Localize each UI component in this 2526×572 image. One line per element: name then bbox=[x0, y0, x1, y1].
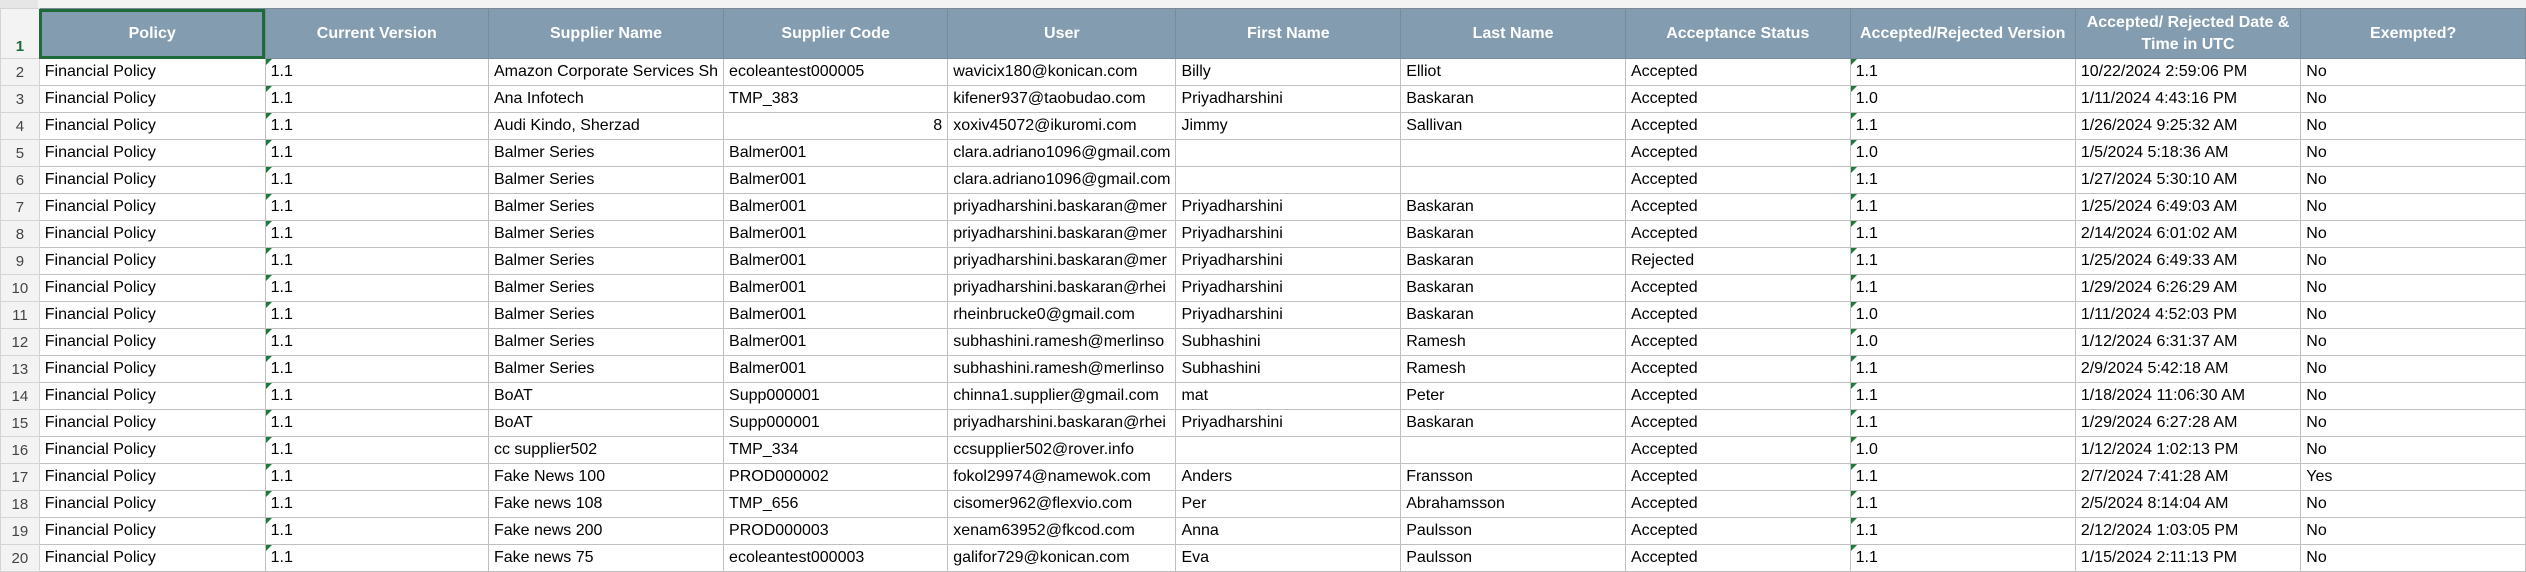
cell-last-name[interactable]: Sallivan bbox=[1401, 113, 1626, 140]
cell-supplier-name[interactable]: Balmer Series bbox=[488, 140, 723, 167]
cell-supplier-code[interactable]: TMP_334 bbox=[724, 437, 948, 464]
cell-accepted-version[interactable]: 1.0 bbox=[1850, 302, 2075, 329]
cell-last-name[interactable] bbox=[1401, 437, 1626, 464]
column-header-supplier-code[interactable]: Supplier Code bbox=[724, 9, 948, 59]
cell-supplier-code[interactable]: TMP_383 bbox=[724, 86, 948, 113]
cell-user[interactable]: clara.adriano1096@gmail.com bbox=[948, 167, 1176, 194]
cell-supplier-name[interactable]: Balmer Series bbox=[488, 302, 723, 329]
cell-first-name[interactable]: Subhashini bbox=[1176, 329, 1401, 356]
cell-supplier-code[interactable]: Balmer001 bbox=[724, 248, 948, 275]
cell-first-name[interactable]: mat bbox=[1176, 383, 1401, 410]
cell-policy[interactable]: Financial Policy bbox=[39, 113, 265, 140]
row-number[interactable]: 13 bbox=[1, 356, 40, 383]
cell-current-version[interactable]: 1.1 bbox=[265, 302, 488, 329]
cell-supplier-name[interactable]: cc supplier502 bbox=[488, 437, 723, 464]
cell-accepted-version[interactable]: 1.1 bbox=[1850, 167, 2075, 194]
cell-current-version[interactable]: 1.1 bbox=[265, 437, 488, 464]
cell-supplier-name[interactable]: Balmer Series bbox=[488, 167, 723, 194]
cell-current-version[interactable]: 1.1 bbox=[265, 167, 488, 194]
cell-exempted[interactable]: No bbox=[2301, 86, 2526, 113]
cell-exempted[interactable]: No bbox=[2301, 221, 2526, 248]
cell-supplier-code[interactable]: Balmer001 bbox=[724, 140, 948, 167]
cell-user[interactable]: xoxiv45072@ikuromi.com bbox=[948, 113, 1176, 140]
cell-user[interactable]: priyadharshini.baskaran@rhei bbox=[948, 275, 1176, 302]
cell-supplier-code[interactable]: Balmer001 bbox=[724, 194, 948, 221]
cell-last-name[interactable]: Paulsson bbox=[1401, 518, 1626, 545]
cell-accepted-date[interactable]: 1/25/2024 6:49:33 AM bbox=[2075, 248, 2300, 275]
cell-last-name[interactable]: Ramesh bbox=[1401, 356, 1626, 383]
cell-policy[interactable]: Financial Policy bbox=[39, 464, 265, 491]
header-row bbox=[1, 9, 2526, 59]
cell-supplier-code[interactable]: Balmer001 bbox=[724, 302, 948, 329]
cell-supplier-code[interactable]: Supp000001 bbox=[724, 410, 948, 437]
cell-accepted-date[interactable]: 2/12/2024 1:03:05 PM bbox=[2075, 518, 2300, 545]
cell-policy[interactable]: Financial Policy bbox=[39, 221, 265, 248]
table-row bbox=[1, 383, 2526, 410]
cell-supplier-code[interactable]: 8 bbox=[724, 113, 948, 140]
column-header-first-name[interactable]: First Name bbox=[1176, 9, 1401, 59]
cell-last-name[interactable]: Baskaran bbox=[1401, 221, 1626, 248]
cell-last-name[interactable]: Ramesh bbox=[1401, 329, 1626, 356]
column-header-current-version[interactable]: Current Version bbox=[265, 9, 488, 59]
cell-accepted-date[interactable]: 2/14/2024 6:01:02 AM bbox=[2075, 221, 2300, 248]
cell-accepted-date[interactable]: 2/7/2024 7:41:28 AM bbox=[2075, 464, 2300, 491]
cell-exempted[interactable]: No bbox=[2301, 140, 2526, 167]
cell-user[interactable]: priyadharshini.baskaran@rhei bbox=[948, 410, 1176, 437]
row-number[interactable]: 4 bbox=[1, 113, 40, 140]
cell-current-version[interactable]: 1.1 bbox=[265, 545, 488, 572]
table-row bbox=[1, 167, 2526, 194]
cell-supplier-name[interactable]: Fake News 100 bbox=[488, 464, 723, 491]
table-row bbox=[1, 194, 2526, 221]
cell-last-name[interactable]: Elliot bbox=[1401, 59, 1626, 86]
select-all-corner[interactable] bbox=[0, 0, 38, 8]
cell-first-name[interactable] bbox=[1176, 437, 1401, 464]
cell-accepted-version[interactable]: 1.1 bbox=[1850, 518, 2075, 545]
cell-acceptance-status[interactable]: Accepted bbox=[1625, 113, 1850, 140]
cell-current-version[interactable]: 1.1 bbox=[265, 410, 488, 437]
cell-acceptance-status[interactable]: Accepted bbox=[1625, 464, 1850, 491]
cell-first-name[interactable]: Priyadharshini bbox=[1176, 194, 1401, 221]
cell-first-name[interactable]: Billy bbox=[1176, 59, 1401, 86]
cell-accepted-date[interactable]: 1/15/2024 2:11:13 PM bbox=[2075, 545, 2300, 572]
cell-current-version[interactable]: 1.1 bbox=[265, 464, 488, 491]
cell-accepted-date[interactable]: 1/26/2024 9:25:32 AM bbox=[2075, 113, 2300, 140]
cell-exempted[interactable]: No bbox=[2301, 59, 2526, 86]
cell-user[interactable]: wavicix180@konican.com bbox=[948, 59, 1176, 86]
cell-first-name[interactable]: Priyadharshini bbox=[1176, 86, 1401, 113]
cell-acceptance-status[interactable]: Accepted bbox=[1625, 302, 1850, 329]
cell-first-name[interactable] bbox=[1176, 140, 1401, 167]
cell-acceptance-status[interactable]: Accepted bbox=[1625, 140, 1850, 167]
cell-exempted[interactable]: No bbox=[2301, 302, 2526, 329]
cell-current-version[interactable]: 1.1 bbox=[265, 248, 488, 275]
cell-first-name[interactable]: Priyadharshini bbox=[1176, 221, 1401, 248]
cell-first-name[interactable]: Eva bbox=[1176, 545, 1401, 572]
cell-current-version[interactable]: 1.1 bbox=[265, 113, 488, 140]
cell-acceptance-status[interactable]: Accepted bbox=[1625, 329, 1850, 356]
cell-last-name[interactable]: Paulsson bbox=[1401, 545, 1626, 572]
row-number[interactable]: 5 bbox=[1, 140, 40, 167]
row-number[interactable]: 10 bbox=[1, 275, 40, 302]
cell-supplier-name[interactable]: Fake news 200 bbox=[488, 518, 723, 545]
cell-exempted[interactable]: No bbox=[2301, 356, 2526, 383]
cell-first-name[interactable]: Priyadharshini bbox=[1176, 248, 1401, 275]
cell-user[interactable]: priyadharshini.baskaran@mer bbox=[948, 194, 1176, 221]
cell-supplier-code[interactable]: PROD000003 bbox=[724, 518, 948, 545]
row-number[interactable]: 7 bbox=[1, 194, 40, 221]
cell-last-name[interactable]: Baskaran bbox=[1401, 275, 1626, 302]
row-number[interactable]: 19 bbox=[1, 518, 40, 545]
cell-acceptance-status[interactable]: Accepted bbox=[1625, 194, 1850, 221]
cell-accepted-version[interactable]: 1.1 bbox=[1850, 356, 2075, 383]
cell-exempted[interactable]: No bbox=[2301, 248, 2526, 275]
row-number[interactable]: 3 bbox=[1, 86, 40, 113]
row-number[interactable]: 8 bbox=[1, 221, 40, 248]
cell-policy[interactable]: Financial Policy bbox=[39, 140, 265, 167]
table-row bbox=[1, 59, 2526, 86]
column-header-acceptance-status[interactable]: Acceptance Status bbox=[1625, 9, 1850, 59]
cell-acceptance-status[interactable]: Accepted bbox=[1625, 167, 1850, 194]
data-grid bbox=[0, 8, 2526, 572]
cell-first-name[interactable] bbox=[1176, 167, 1401, 194]
cell-acceptance-status[interactable]: Accepted bbox=[1625, 410, 1850, 437]
cell-acceptance-status[interactable]: Accepted bbox=[1625, 491, 1850, 518]
cell-user[interactable]: galifor729@konican.com bbox=[948, 545, 1176, 572]
cell-policy[interactable]: Financial Policy bbox=[39, 59, 265, 86]
cell-accepted-version[interactable]: 1.1 bbox=[1850, 491, 2075, 518]
column-header-supplier-name[interactable]: Supplier Name bbox=[488, 9, 723, 59]
cell-first-name[interactable]: Priyadharshini bbox=[1176, 275, 1401, 302]
row-number[interactable]: 16 bbox=[1, 437, 40, 464]
cell-exempted[interactable]: No bbox=[2301, 167, 2526, 194]
table-row bbox=[1, 302, 2526, 329]
cell-policy[interactable]: Financial Policy bbox=[39, 356, 265, 383]
cell-current-version[interactable]: 1.1 bbox=[265, 86, 488, 113]
cell-policy[interactable]: Financial Policy bbox=[39, 167, 265, 194]
cell-accepted-date[interactable]: 1/27/2024 5:30:10 AM bbox=[2075, 167, 2300, 194]
table-row bbox=[1, 248, 2526, 275]
cell-last-name[interactable]: Baskaran bbox=[1401, 410, 1626, 437]
cell-accepted-date[interactable]: 1/12/2024 6:31:37 AM bbox=[2075, 329, 2300, 356]
cell-current-version[interactable]: 1.1 bbox=[265, 194, 488, 221]
column-header-accepted-rejected-date[interactable]: Accepted/ Rejected Date & Time in UTC bbox=[2075, 9, 2300, 59]
column-header-exempted[interactable]: Exempted? bbox=[2301, 9, 2526, 59]
cell-current-version[interactable]: 1.1 bbox=[265, 140, 488, 167]
cell-accepted-version[interactable]: 1.0 bbox=[1850, 329, 2075, 356]
cell-supplier-code[interactable]: Balmer001 bbox=[724, 275, 948, 302]
cell-acceptance-status[interactable]: Accepted bbox=[1625, 518, 1850, 545]
cell-policy[interactable]: Financial Policy bbox=[39, 329, 265, 356]
cell-supplier-code[interactable]: Balmer001 bbox=[724, 167, 948, 194]
cell-supplier-name[interactable]: Fake news 75 bbox=[488, 545, 723, 572]
row-number[interactable]: 17 bbox=[1, 464, 40, 491]
cell-acceptance-status[interactable]: Accepted bbox=[1625, 383, 1850, 410]
cell-last-name[interactable]: Abrahamsson bbox=[1401, 491, 1626, 518]
cell-first-name[interactable]: Jimmy bbox=[1176, 113, 1401, 140]
cell-user[interactable]: subhashini.ramesh@merlinso bbox=[948, 329, 1176, 356]
cell-supplier-code[interactable]: ecoleantest000005 bbox=[724, 59, 948, 86]
cell-current-version[interactable]: 1.1 bbox=[265, 356, 488, 383]
cell-user[interactable]: fokol29974@namewok.com bbox=[948, 464, 1176, 491]
cell-first-name[interactable]: Priyadharshini bbox=[1176, 410, 1401, 437]
cell-supplier-code[interactable]: Supp000001 bbox=[724, 383, 948, 410]
cell-supplier-name[interactable]: BoAT bbox=[488, 410, 723, 437]
cell-policy[interactable]: Financial Policy bbox=[39, 302, 265, 329]
column-header-accepted-rejected-version[interactable]: Accepted/Rejected Version bbox=[1850, 9, 2075, 59]
cell-accepted-version[interactable]: 1.0 bbox=[1850, 86, 2075, 113]
cell-exempted[interactable]: No bbox=[2301, 194, 2526, 221]
cell-accepted-date[interactable]: 1/5/2024 5:18:36 AM bbox=[2075, 140, 2300, 167]
table-row bbox=[1, 410, 2526, 437]
cell-accepted-version[interactable]: 1.1 bbox=[1850, 113, 2075, 140]
cell-supplier-name[interactable]: Fake news 108 bbox=[488, 491, 723, 518]
cell-last-name[interactable]: Baskaran bbox=[1401, 302, 1626, 329]
table-row bbox=[1, 545, 2526, 572]
cell-policy[interactable]: Financial Policy bbox=[39, 86, 265, 113]
cell-accepted-version[interactable]: 1.1 bbox=[1850, 59, 2075, 86]
cell-current-version[interactable]: 1.1 bbox=[265, 329, 488, 356]
cell-last-name[interactable] bbox=[1401, 167, 1626, 194]
cell-first-name[interactable]: Priyadharshini bbox=[1176, 302, 1401, 329]
cell-accepted-version[interactable]: 1.1 bbox=[1850, 275, 2075, 302]
table-row bbox=[1, 464, 2526, 491]
row-number[interactable]: 11 bbox=[1, 302, 40, 329]
table-row bbox=[1, 329, 2526, 356]
cell-policy[interactable]: Financial Policy bbox=[39, 545, 265, 572]
cell-accepted-date[interactable]: 1/25/2024 6:49:03 AM bbox=[2075, 194, 2300, 221]
cell-current-version[interactable]: 1.1 bbox=[265, 518, 488, 545]
cell-accepted-date[interactable]: 2/5/2024 8:14:04 AM bbox=[2075, 491, 2300, 518]
row-number[interactable]: 15 bbox=[1, 410, 40, 437]
cell-accepted-version[interactable]: 1.1 bbox=[1850, 194, 2075, 221]
cell-exempted[interactable]: No bbox=[2301, 275, 2526, 302]
cell-current-version[interactable]: 1.1 bbox=[265, 491, 488, 518]
table-row bbox=[1, 518, 2526, 545]
cell-exempted[interactable]: No bbox=[2301, 518, 2526, 545]
cell-supplier-code[interactable]: TMP_656 bbox=[724, 491, 948, 518]
cell-supplier-name[interactable]: Balmer Series bbox=[488, 221, 723, 248]
cell-policy[interactable]: Financial Policy bbox=[39, 437, 265, 464]
cell-supplier-name[interactable]: Balmer Series bbox=[488, 248, 723, 275]
cell-accepted-date[interactable]: 2/9/2024 5:42:18 AM bbox=[2075, 356, 2300, 383]
cell-supplier-name[interactable]: Amazon Corporate Services Sh bbox=[488, 59, 723, 86]
cell-accepted-date[interactable]: 1/11/2024 4:52:03 PM bbox=[2075, 302, 2300, 329]
cell-supplier-name[interactable]: Balmer Series bbox=[488, 275, 723, 302]
table-row bbox=[1, 113, 2526, 140]
cell-current-version[interactable]: 1.1 bbox=[265, 383, 488, 410]
row-number[interactable]: 14 bbox=[1, 383, 40, 410]
cell-accepted-version[interactable]: 1.1 bbox=[1850, 248, 2075, 275]
cell-acceptance-status[interactable]: Accepted bbox=[1625, 59, 1850, 86]
cell-policy[interactable]: Financial Policy bbox=[39, 410, 265, 437]
cell-acceptance-status[interactable]: Accepted bbox=[1625, 86, 1850, 113]
cell-user[interactable]: kifener937@taobudao.com bbox=[948, 86, 1176, 113]
cell-supplier-code[interactable]: Balmer001 bbox=[724, 356, 948, 383]
cell-first-name[interactable]: Anders bbox=[1176, 464, 1401, 491]
cell-acceptance-status[interactable]: Accepted bbox=[1625, 275, 1850, 302]
cell-supplier-code[interactable]: Balmer001 bbox=[724, 221, 948, 248]
cell-accepted-date[interactable]: 1/12/2024 1:02:13 PM bbox=[2075, 437, 2300, 464]
cell-accepted-version[interactable]: 1.1 bbox=[1850, 221, 2075, 248]
cell-policy[interactable]: Financial Policy bbox=[39, 194, 265, 221]
cell-current-version[interactable]: 1.1 bbox=[265, 59, 488, 86]
table-row bbox=[1, 356, 2526, 383]
row-number[interactable]: 1 bbox=[1, 9, 40, 59]
cell-acceptance-status[interactable]: Accepted bbox=[1625, 356, 1850, 383]
cell-user[interactable]: priyadharshini.baskaran@mer bbox=[948, 221, 1176, 248]
cell-user[interactable]: clara.adriano1096@gmail.com bbox=[948, 140, 1176, 167]
row-number[interactable]: 6 bbox=[1, 167, 40, 194]
row-number[interactable]: 9 bbox=[1, 248, 40, 275]
cell-exempted[interactable]: No bbox=[2301, 545, 2526, 572]
cell-exempted[interactable]: No bbox=[2301, 329, 2526, 356]
cell-supplier-name[interactable]: Ana Infotech bbox=[488, 86, 723, 113]
table-row bbox=[1, 140, 2526, 167]
cell-exempted[interactable]: No bbox=[2301, 491, 2526, 518]
cell-supplier-name[interactable]: BoAT bbox=[488, 383, 723, 410]
cell-first-name[interactable]: Anna bbox=[1176, 518, 1401, 545]
cell-supplier-code[interactable]: PROD000002 bbox=[724, 464, 948, 491]
cell-exempted[interactable]: No bbox=[2301, 437, 2526, 464]
table-row bbox=[1, 275, 2526, 302]
cell-user[interactable]: xenam63952@fkcod.com bbox=[948, 518, 1176, 545]
table-row bbox=[1, 437, 2526, 464]
cell-exempted[interactable]: Yes bbox=[2301, 464, 2526, 491]
cell-current-version[interactable]: 1.1 bbox=[265, 275, 488, 302]
cell-exempted[interactable]: No bbox=[2301, 113, 2526, 140]
cell-accepted-version[interactable]: 1.1 bbox=[1850, 464, 2075, 491]
cell-policy[interactable]: Financial Policy bbox=[39, 248, 265, 275]
cell-last-name[interactable] bbox=[1401, 140, 1626, 167]
cell-last-name[interactable]: Fransson bbox=[1401, 464, 1626, 491]
cell-supplier-name[interactable]: Balmer Series bbox=[488, 194, 723, 221]
cell-user[interactable]: chinna1.supplier@gmail.com bbox=[948, 383, 1176, 410]
cell-policy[interactable]: Financial Policy bbox=[39, 383, 265, 410]
cell-policy[interactable]: Financial Policy bbox=[39, 491, 265, 518]
column-header-user[interactable]: User bbox=[948, 9, 1176, 59]
cell-user[interactable]: rheinbrucke0@gmail.com bbox=[948, 302, 1176, 329]
cell-acceptance-status[interactable]: Accepted bbox=[1625, 437, 1850, 464]
cell-supplier-name[interactable]: Audi Kindo, Sherzad bbox=[488, 113, 723, 140]
cell-accepted-date[interactable]: 1/18/2024 11:06:30 AM bbox=[2075, 383, 2300, 410]
cell-accepted-version[interactable]: 1.1 bbox=[1850, 410, 2075, 437]
cell-accepted-version[interactable]: 1.1 bbox=[1850, 383, 2075, 410]
cell-exempted[interactable]: No bbox=[2301, 383, 2526, 410]
cell-user[interactable]: subhashini.ramesh@merlinso bbox=[948, 356, 1176, 383]
cell-supplier-code[interactable]: Balmer001 bbox=[724, 329, 948, 356]
cell-first-name[interactable]: Subhashini bbox=[1176, 356, 1401, 383]
cell-accepted-date[interactable]: 10/22/2024 2:59:06 PM bbox=[2075, 59, 2300, 86]
cell-accepted-version[interactable]: 1.0 bbox=[1850, 140, 2075, 167]
cell-accepted-date[interactable]: 1/29/2024 6:26:29 AM bbox=[2075, 275, 2300, 302]
cell-user[interactable]: cisomer962@flexvio.com bbox=[948, 491, 1176, 518]
cell-last-name[interactable]: Peter bbox=[1401, 383, 1626, 410]
cell-acceptance-status[interactable]: Accepted bbox=[1625, 545, 1850, 572]
cell-first-name[interactable]: Per bbox=[1176, 491, 1401, 518]
cell-accepted-version[interactable]: 1.0 bbox=[1850, 437, 2075, 464]
cell-last-name[interactable]: Baskaran bbox=[1401, 194, 1626, 221]
cell-supplier-name[interactable]: Balmer Series bbox=[488, 329, 723, 356]
column-header-last-name[interactable]: Last Name bbox=[1401, 9, 1626, 59]
row-number[interactable]: 20 bbox=[1, 545, 40, 572]
cell-current-version[interactable]: 1.1 bbox=[265, 221, 488, 248]
cell-policy[interactable]: Financial Policy bbox=[39, 275, 265, 302]
cell-policy[interactable]: Financial Policy bbox=[39, 518, 265, 545]
table-row bbox=[1, 86, 2526, 113]
cell-last-name[interactable]: Baskaran bbox=[1401, 248, 1626, 275]
cell-supplier-code[interactable]: ecoleantest000003 bbox=[724, 545, 948, 572]
cell-user[interactable]: ccsupplier502@rover.info bbox=[948, 437, 1176, 464]
row-number[interactable]: 2 bbox=[1, 59, 40, 86]
row-number[interactable]: 12 bbox=[1, 329, 40, 356]
cell-last-name[interactable]: Baskaran bbox=[1401, 86, 1626, 113]
cell-exempted[interactable]: No bbox=[2301, 410, 2526, 437]
cell-accepted-date[interactable]: 1/29/2024 6:27:28 AM bbox=[2075, 410, 2300, 437]
cell-accepted-version[interactable]: 1.1 bbox=[1850, 545, 2075, 572]
cell-accepted-date[interactable]: 1/11/2024 4:43:16 PM bbox=[2075, 86, 2300, 113]
cell-supplier-name[interactable]: Balmer Series bbox=[488, 356, 723, 383]
table-row bbox=[1, 221, 2526, 248]
row-number[interactable]: 18 bbox=[1, 491, 40, 518]
cell-acceptance-status[interactable]: Rejected bbox=[1625, 248, 1850, 275]
column-header-policy[interactable]: Policy bbox=[39, 9, 265, 59]
cell-user[interactable]: priyadharshini.baskaran@mer bbox=[948, 248, 1176, 275]
table-row bbox=[1, 491, 2526, 518]
cell-acceptance-status[interactable]: Accepted bbox=[1625, 221, 1850, 248]
